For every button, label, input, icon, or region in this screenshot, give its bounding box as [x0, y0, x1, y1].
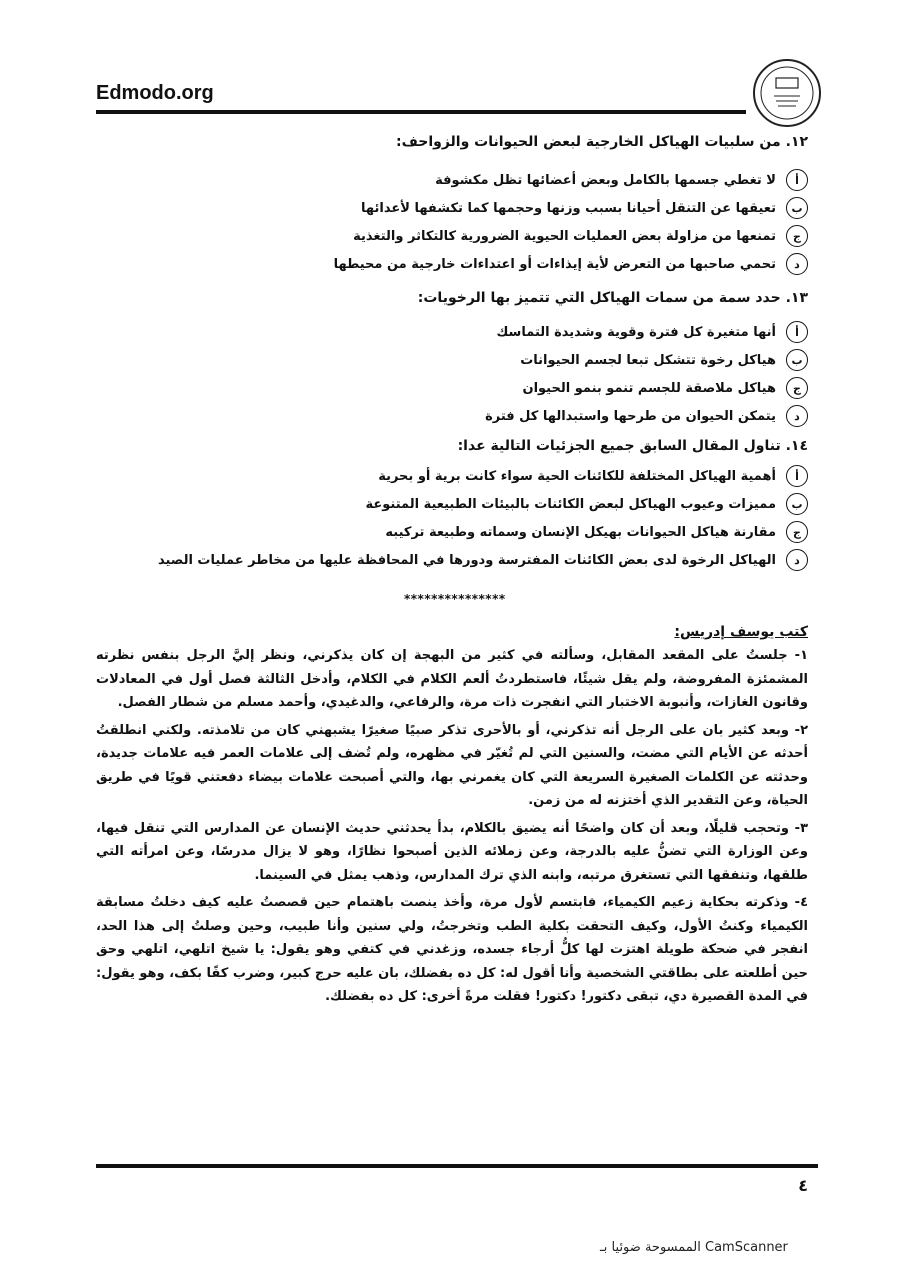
option-d[interactable]	[158, 546, 808, 574]
question-text: حدد سمة من سمات الهياكل التي تتميز بها الرخويات:	[417, 290, 781, 306]
passage-paragraph: ١- جلستُ على المقعد المقابل، وسألته في كثير من البهجة إن كان يذكرني، ونظر إليَّ الرجل بنفس نظرته المشمئزة المفروضة، ولم يقل شيئًا، فاستطردتُ ألعم الكلام في الكلام، وأدخل الثالثة فصل أول في المعادلات وقانون الغازات، وأنبوبة الاختبار التي انفجرت ذات مرة، والرفاعي، والدغيدي، وأحمد مسلم من شطار الفصل.	[96, 648, 808, 710]
option-text: تمنعها من مزاولة بعض العمليات الحيوية الضرورية كالتكاثر والتغذية	[353, 228, 776, 244]
option-letter: ج	[786, 377, 808, 399]
passage-body	[96, 644, 808, 1013]
option-d[interactable]	[334, 250, 808, 278]
passage-paragraph: ٣- وتحجب قليلًا، وبعد أن كان واضحًا أنه يضيق بالكلام، بدأ يحدثني حديث الإنسان عن المدارس التي تنقل فيها، وعن الوزارة التي تضنُّ عليه بالدرجة، وعن زملائه الذين أصبحوا نظارًا، وهو لا يزال مدرسًا، وعن امرأته التي طلقها، وتنفقها التي تستغرق مرتبه، وابنه الذي ترك المدارس، وذهب يمثل في السينما.	[96, 820, 808, 883]
option-text: تعيقها عن التنقل أحيانا بسبب وزنها وحجمها كما تكشفها لأعدائها	[361, 200, 776, 216]
site-name: Edmodo.org	[96, 82, 214, 104]
question-12-options	[334, 166, 808, 278]
question-text: تناول المقال السابق جميع الجزئيات التالية عدا:	[457, 438, 781, 454]
option-text: هياكل ملاصقة للجسم تنمو بنمو الحيوان	[522, 380, 776, 396]
footer-divider	[96, 1164, 818, 1168]
option-text: أنها متغيرة كل فترة وقوية وشديدة التماسك	[496, 324, 776, 340]
question-number: ١٣.	[785, 290, 808, 306]
option-letter: ب	[786, 349, 808, 371]
option-text: يتمكن الحيوان من طرحها واستبدالها كل فترة	[485, 408, 776, 424]
option-letter: د	[786, 253, 808, 275]
question-14	[458, 438, 808, 454]
passage-title: كتب يوسف إدريس:	[674, 624, 808, 640]
option-d[interactable]	[485, 402, 808, 430]
option-letter: أ	[786, 465, 808, 487]
option-text: مميزات وعيوب الهياكل لبعض الكائنات بالبيئات الطبيعية المتنوعة	[365, 496, 776, 512]
option-text: الهياكل الرخوة لدى بعض الكائنات المفترسة ودورها في المحافظة عليها من مخاطر عمليات الصيد	[157, 552, 776, 568]
passage-paragraph: ٤- وذكرته بحكاية زعيم الكيمياء، فابتسم لأول مرة، وأخذ ينصت باهتمام حين قصصتُ عليه كيف دخلتُ مسابقة الكيمياء وكنتُ الأول، وكيف التحقت بكلية الطب وتخرجتُ، ولي سنين وأنا طبيب، وحين وصلتُ إلى هذا الحد، انفجر في ضحكة طويلة اهتزت لها كلُّ أرجاء جسده، وزغدني في كتفي وهو يقول: يا شيخ اتلهي، اتلهي وحق حين أطلعته على بطاقتي الشخصية وأنا أقول له: كل ده بفضلك، بان عليه حرج كبير، وضرب كفًا بكف، وهو يقول: في المدة القصيرة دي، تبقى دكتور! دكتور! فقلت مرةً أخرى: كل ده بفضلك.	[96, 895, 808, 1004]
option-letter: د	[786, 405, 808, 427]
scanner-footer: الممسوحة ضوئيا بـ CamScanner	[600, 1240, 788, 1255]
question-14-options	[158, 462, 808, 574]
passage-paragraph: ٢- وبعد كثير بان على الرجل أنه تذكرني، أو بالأحرى تذكر صبيًا صغيرًا يشبهني كان من تلامذته. ولكني انطلقتُ أحدثه عن الأيام التي مضت، والسنين التي لم تُغيّر في مظهره، ولم تُضف إلى علامات العمر فيه علامات جديدة، وحدثته عن الكلمات الصغيرة السريعة التي كان يغمرني بها، والتي أصبحت علامات بيضاء دفعتني قويًا في طريق الحياة، وعن التقدير الذي أختزنه له من زمن.	[96, 722, 808, 808]
option-c[interactable]	[334, 222, 808, 250]
option-text: لا تغطي جسمها بالكامل وبعض أعضائها تظل مكشوفة	[435, 172, 776, 188]
option-letter: ج	[786, 225, 808, 247]
option-c[interactable]	[158, 518, 808, 546]
option-b[interactable]	[158, 490, 808, 518]
option-a[interactable]	[485, 318, 808, 346]
page-number: ٤	[798, 1176, 808, 1195]
option-letter: ب	[786, 493, 808, 515]
question-number: ١٤.	[785, 438, 808, 454]
question-number: ١٢.	[785, 134, 808, 150]
page-header	[0, 0, 904, 130]
question-12	[396, 134, 808, 150]
question-text: من سلبيات الهياكل الخارجية لبعض الحيوانات والزواحف:	[395, 134, 781, 150]
option-letter: ج	[786, 521, 808, 543]
option-letter: أ	[786, 169, 808, 191]
option-text: هياكل رخوة تتشكل تبعا لجسم الحيوانات	[520, 352, 776, 368]
question-13-options	[485, 318, 808, 430]
ministry-seal-icon	[752, 58, 822, 128]
option-b[interactable]	[334, 194, 808, 222]
option-a[interactable]	[158, 462, 808, 490]
option-letter: د	[786, 549, 808, 571]
option-text: مقارنة هياكل الحيوانات بهيكل الإنسان وسماته وطبيعة تركيبه	[385, 524, 776, 540]
option-letter: ب	[786, 197, 808, 219]
option-b[interactable]	[485, 346, 808, 374]
section-divider: ***************	[404, 592, 506, 606]
option-c[interactable]	[485, 374, 808, 402]
option-text: أهمية الهياكل المختلفة للكائنات الحية سواء كانت برية أو بحرية	[378, 468, 776, 484]
option-text: تحمي صاحبها من التعرض لأية إيذاءات أو اعتداءات خارجية من محيطها	[333, 256, 776, 272]
header-divider	[96, 110, 746, 114]
option-a[interactable]	[334, 166, 808, 194]
option-letter: أ	[786, 321, 808, 343]
question-13	[418, 290, 808, 306]
